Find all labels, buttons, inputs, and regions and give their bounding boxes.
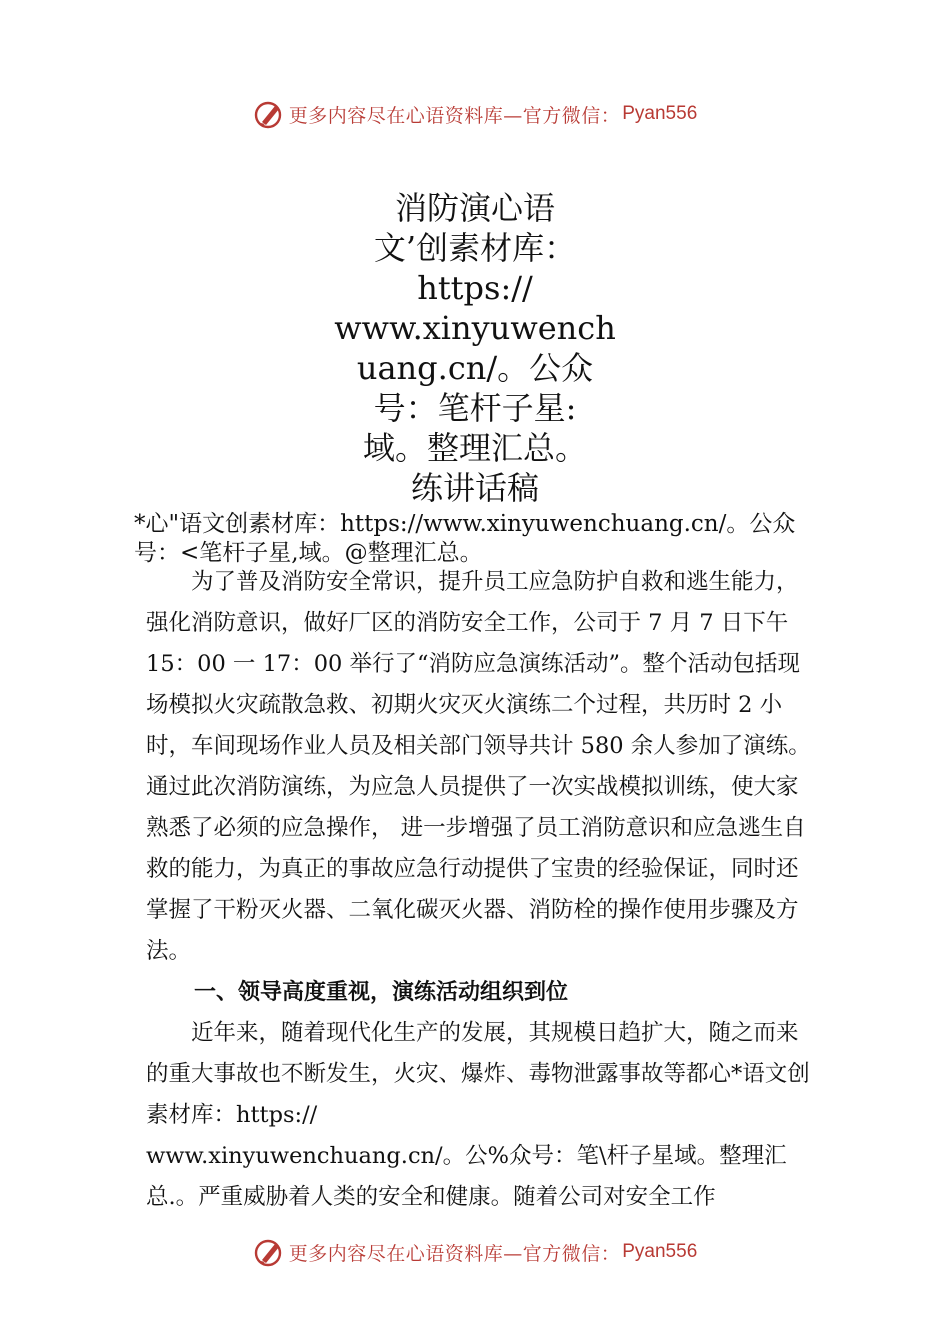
title-line: uang.cn/。公众 xyxy=(356,349,594,387)
footer-banner xyxy=(0,1232,950,1272)
pen-seal-logo-icon xyxy=(253,1236,285,1268)
pen-seal-logo-icon xyxy=(253,98,285,130)
header-banner-text: 更多内容尽在心语资料库—官方微信： xyxy=(288,104,621,127)
footer-wechat-id: Pyan556 xyxy=(622,1241,698,1262)
document-title xyxy=(0,188,950,508)
body-paragraph: 为了普及消防安全常识，提升员工应急防护自救和逃生能力，强化消防意识，做好厂区的消防安全工作，公司于 7 月 7 日下午 15：00 一 17：00 举行了“消防应急演练活动”。整个活动包括现场模拟火灾疏散急救、初期火灾灭火演练二个过程，共历时 2 小时，车间现场作业人员及相关部门领导共计 580 余人参加了演练。通过此次消防演练，为应急人员提供了一次实战模拟训练，使大家熟悉了必须的应急操作， 进一步增强了员工消防意识和应急逃生自救的能力，为真正的事故应急行动提供了宝贵的经验保证，同时还掌握了干粉灭火器、二氧化碳灭火器、消防栓的操作使用步骤及方法。 xyxy=(146,569,811,964)
body-paragraph: 近年来，随着现代化生产的发展，其规模日趋扩大，随之而来的重大事故也不断发生，火灾、爆炸、毒物泄露事故等都心*语文创素材库：https:// xyxy=(146,1020,810,1128)
document-body xyxy=(146,562,816,1218)
header-banner xyxy=(0,94,950,134)
section-heading: 一、领导高度重视，演练活动组织到位 xyxy=(194,980,569,1005)
footer-banner-text: 更多内容尽在心语资料库—官方微信： xyxy=(288,1242,621,1265)
title-line: 域。整理汇总。 xyxy=(362,429,587,467)
body-paragraph-continued: www.xinyuwenchuang.cn/。公%众号：笔\杆子星域。整理汇总.。严重威胁着人类的安全和健康。随着公司对安全工作 xyxy=(146,1143,787,1210)
title-line: 练讲话稿 xyxy=(410,469,539,507)
title-line: https:// xyxy=(417,269,533,307)
watermark-line: *心"语文创素材库：https://www.xinyuwenchuang.cn/。公众号：<笔杆子星,域。@整理汇总。 xyxy=(134,511,796,566)
title-line: 号：笔杆子星: xyxy=(373,389,577,427)
title-line: 消防演心语 xyxy=(394,189,555,227)
header-wechat-id: Pyan556 xyxy=(622,103,698,124)
title-line: www.xinyuwench xyxy=(334,309,616,347)
title-line: 文’创素材库： xyxy=(373,229,577,267)
